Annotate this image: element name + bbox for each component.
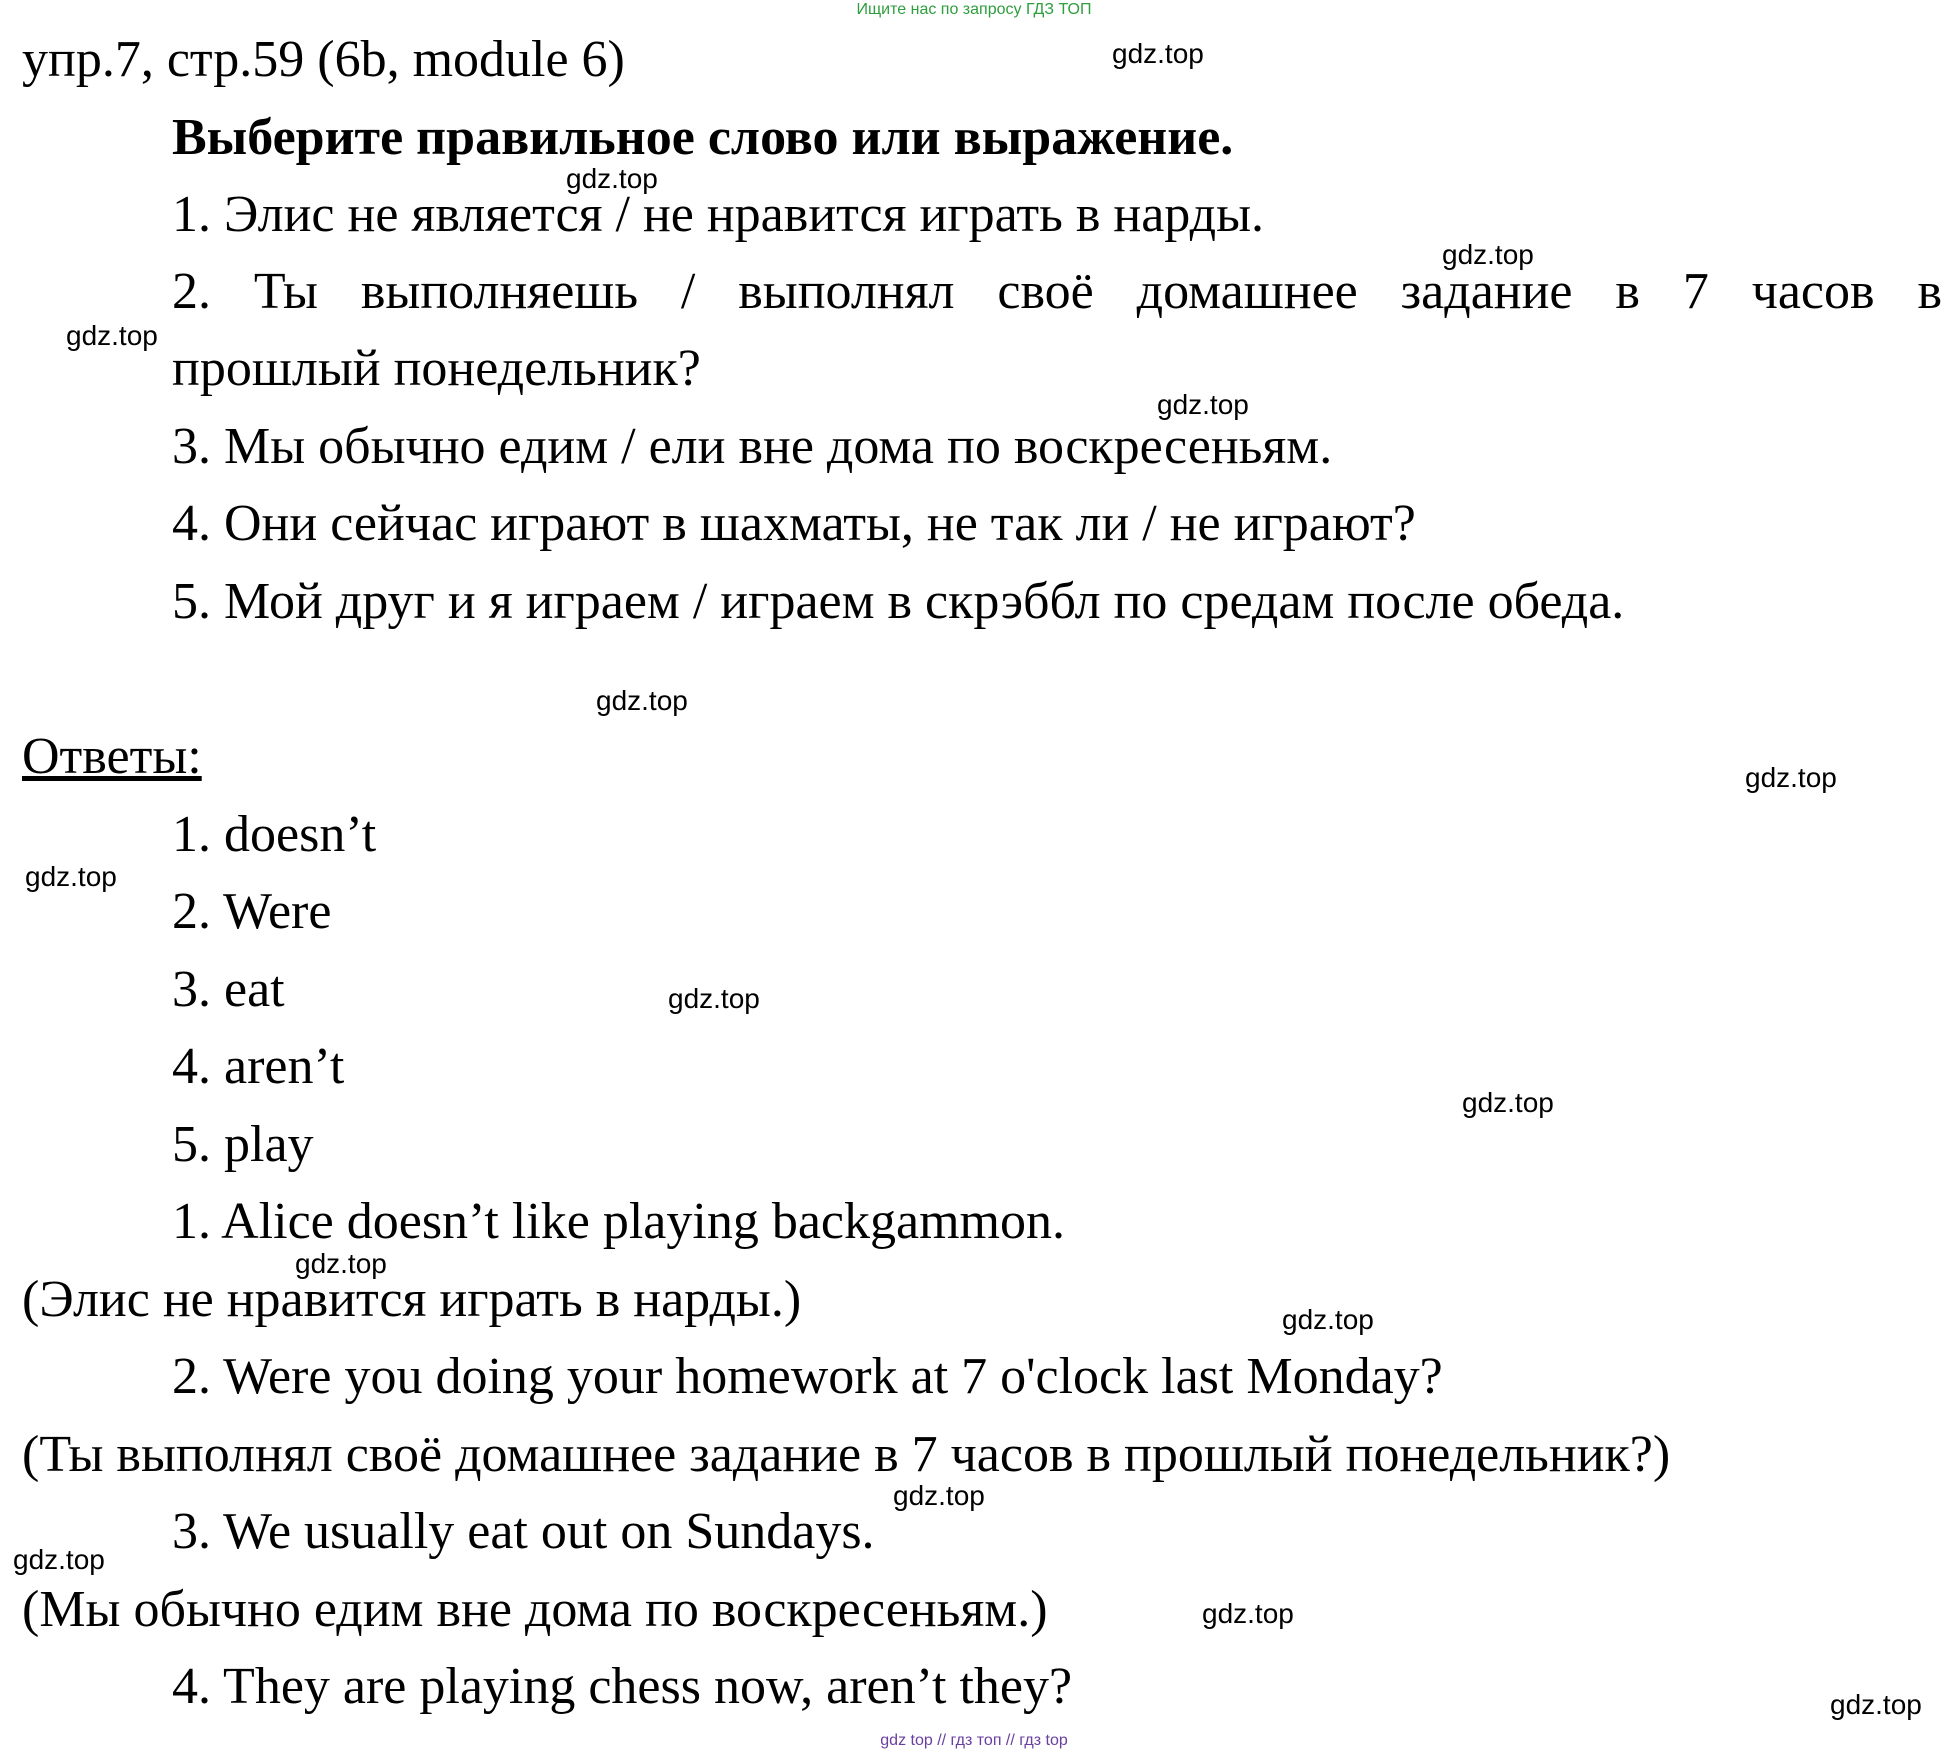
sentence-2-english: 2. Were you doing your homework at 7 o'clock last Monday?	[172, 1348, 1443, 1405]
sentence-3-translation: (Мы обычно едим вне дома по воскресеньям.)	[22, 1581, 1048, 1638]
watermark: gdz.top	[668, 983, 760, 1014]
watermark: gdz.top	[1442, 239, 1534, 270]
watermark: gdz.top	[13, 1544, 105, 1575]
watermark: gdz.top	[295, 1248, 387, 1279]
watermark: gdz.top	[1157, 389, 1249, 420]
task-item-2-continuation: прошлый понедельник?	[172, 340, 701, 397]
top-banner: Ищите нас по запросу ГДЗ ТОП	[856, 1, 1092, 18]
answers-label: Ответы:	[22, 728, 202, 785]
watermark: gdz.top	[1112, 38, 1204, 69]
watermark: gdz.top	[566, 163, 658, 194]
task-title: Выберите правильное слово или выражение.	[172, 109, 1234, 166]
answer-5: 5. play	[172, 1116, 314, 1173]
sentence-2-translation: (Ты выполнял своё домашнее задание в 7 часов в прошлый понедельник?)	[22, 1426, 1671, 1483]
exercise-reference: упр.7, стр.59 (6b, module 6)	[22, 31, 625, 88]
watermark: gdz.top	[1745, 762, 1837, 793]
watermark: gdz.top	[66, 320, 158, 351]
task-item-5: 5. Мой друг и я играем / играем в скрэббл по средам после обеда.	[172, 573, 1625, 630]
answer-2: 2. Were	[172, 883, 332, 940]
sentence-1-english: 1. Alice doesn’t like playing backgammon.	[172, 1193, 1065, 1250]
answer-4: 4. aren’t	[172, 1038, 345, 1095]
sentence-3-english: 3. We usually eat out on Sundays.	[172, 1503, 875, 1560]
watermark: gdz.top	[25, 861, 117, 892]
watermark: gdz.top	[1462, 1087, 1554, 1118]
watermark: gdz.top	[893, 1480, 985, 1511]
watermark: gdz.top	[596, 685, 688, 716]
answer-3: 3. eat	[172, 961, 285, 1018]
watermark: gdz.top	[1282, 1304, 1374, 1335]
answer-1: 1. doesn’t	[172, 806, 377, 863]
task-item-2: 2. Ты выполняешь / выполнял своё домашнее задание в 7 часов в	[172, 263, 1942, 320]
task-item-3: 3. Мы обычно едим / ели вне дома по воскресеньям.	[172, 418, 1333, 475]
bottom-banner: gdz top // гдз топ // гдз top	[880, 1732, 1068, 1749]
sentence-1-translation: (Элис не нравится играть в нарды.)	[22, 1271, 802, 1328]
watermark: gdz.top	[1202, 1598, 1294, 1629]
task-item-1: 1. Элис не является / не нравится играть в нарды.	[172, 186, 1264, 243]
sentence-4-english: 4. They are playing chess now, aren’t they?	[172, 1658, 1073, 1715]
watermark: gdz.top	[1830, 1689, 1922, 1720]
task-item-4: 4. Они сейчас играют в шахматы, не так ли / не играют?	[172, 495, 1416, 552]
